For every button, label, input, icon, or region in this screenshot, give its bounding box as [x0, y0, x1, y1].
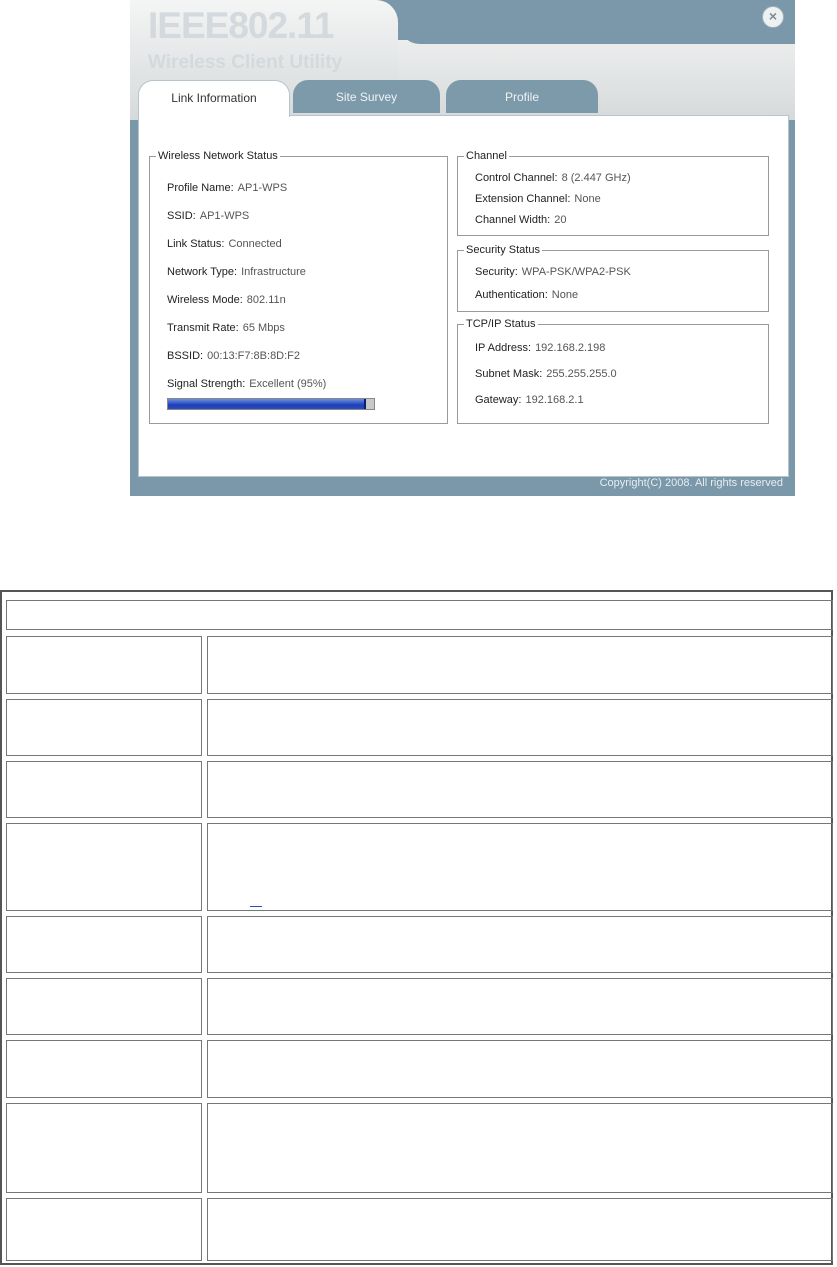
table-row-label [6, 978, 202, 1035]
group-legend: Security Status [466, 244, 540, 256]
link-information-panel [138, 115, 789, 477]
table-row-description [207, 823, 833, 911]
row-value: 192.168.2.1 [525, 394, 584, 406]
row-label: Gateway: [475, 394, 522, 406]
signal-strength-bar [167, 398, 375, 410]
row-label: Control Channel: [475, 172, 558, 184]
row-label: IP Address: [475, 342, 532, 354]
subnet-mask-row [475, 368, 617, 380]
table-row-label [6, 916, 202, 973]
group-legend: Channel [466, 150, 507, 162]
wireless-mode-row [167, 294, 286, 306]
row-label: Signal Strength: [167, 378, 246, 390]
row-value: WPA-PSK/WPA2-PSK [521, 266, 631, 278]
control-channel-row [475, 172, 631, 184]
row-value: AP1-WPS [237, 182, 288, 194]
channel-rows [475, 162, 755, 238]
ssid-row [167, 210, 249, 222]
table-row-description [207, 636, 833, 694]
description-table [0, 590, 833, 1265]
hyperlink-underline[interactable] [250, 906, 262, 907]
row-value: 20 [554, 214, 567, 226]
close-icon[interactable]: × [762, 6, 784, 28]
group-legend: Wireless Network Status [158, 150, 278, 162]
bssid-row [167, 350, 300, 362]
row-label: Authentication: [475, 289, 548, 301]
table-row-label [6, 699, 202, 756]
row-label: Channel Width: [475, 214, 551, 226]
row-label: BSSID: [167, 350, 204, 362]
row-value: 65 Mbps [242, 322, 285, 334]
copyright-footer: Copyright(C) 2008. All rights reserved [599, 477, 783, 489]
table-header-row [6, 600, 833, 630]
table-row-description [207, 1103, 833, 1193]
row-value: AP1-WPS [199, 210, 250, 222]
utility-window [130, 0, 795, 496]
row-value: None [551, 289, 579, 301]
row-label: Security: [475, 266, 518, 278]
row-label: Network Type: [167, 266, 238, 278]
tcpip-status-group [457, 318, 769, 424]
row-value: None [574, 193, 601, 205]
row-value: 802.11n [246, 294, 286, 306]
row-label: Transmit Rate: [167, 322, 239, 334]
row-value: 192.168.2.198 [535, 342, 606, 354]
extension-channel-row [475, 193, 601, 205]
row-label: Profile Name: [167, 182, 234, 194]
group-legend: TCP/IP Status [466, 318, 536, 330]
header-dark-band [398, 0, 795, 44]
table-row-label [6, 823, 202, 911]
row-value: 8 (2.447 GHz) [561, 172, 631, 184]
channel-group [457, 150, 769, 236]
channel-width-row [475, 214, 566, 226]
signal-strength-fill [168, 399, 366, 409]
table-row-description [207, 699, 833, 756]
ip-address-row [475, 342, 605, 354]
table-row-label [6, 1103, 202, 1193]
row-value: Connected [228, 238, 282, 250]
profile-name-row [167, 182, 287, 194]
table-row-label [6, 1040, 202, 1098]
app-subtitle: Wireless Client Utility [148, 52, 343, 73]
wireless-network-status-group [149, 150, 448, 424]
row-label: Subnet Mask: [475, 368, 543, 380]
row-value: Infrastructure [241, 266, 306, 278]
transmit-rate-row [167, 322, 285, 334]
security-status-group [457, 244, 769, 312]
table-row-description [207, 978, 833, 1035]
row-value: Excellent (95%) [249, 378, 327, 390]
table-row-label [6, 761, 202, 818]
security-rows [475, 256, 755, 314]
table-row-description [207, 1198, 833, 1261]
security-row [475, 266, 631, 278]
table-row-description [207, 916, 833, 973]
gateway-row [475, 394, 584, 406]
row-label: Link Status: [167, 238, 225, 250]
table-row-label [6, 636, 202, 694]
tab-link-information[interactable]: Link Information [138, 80, 290, 117]
authentication-row [475, 289, 578, 301]
tcpip-rows [475, 330, 755, 426]
row-label: Extension Channel: [475, 193, 571, 205]
signal-strength-row [167, 378, 326, 390]
wireless-status-rows [167, 162, 437, 422]
row-label: SSID: [167, 210, 196, 222]
row-value: 00:13:F7:8B:8D:F2 [207, 350, 301, 362]
row-value: 255.255.255.0 [546, 368, 617, 380]
network-type-row [167, 266, 306, 278]
table-row-label [6, 1198, 202, 1261]
row-label: Wireless Mode: [167, 294, 243, 306]
table-row-description [207, 761, 833, 818]
link-status-row [167, 238, 282, 250]
table-row-description [207, 1040, 833, 1098]
app-title: IEEE802.11 [148, 5, 334, 46]
tab-site-survey[interactable]: Site Survey [293, 80, 440, 113]
tab-profile[interactable]: Profile [446, 80, 598, 113]
